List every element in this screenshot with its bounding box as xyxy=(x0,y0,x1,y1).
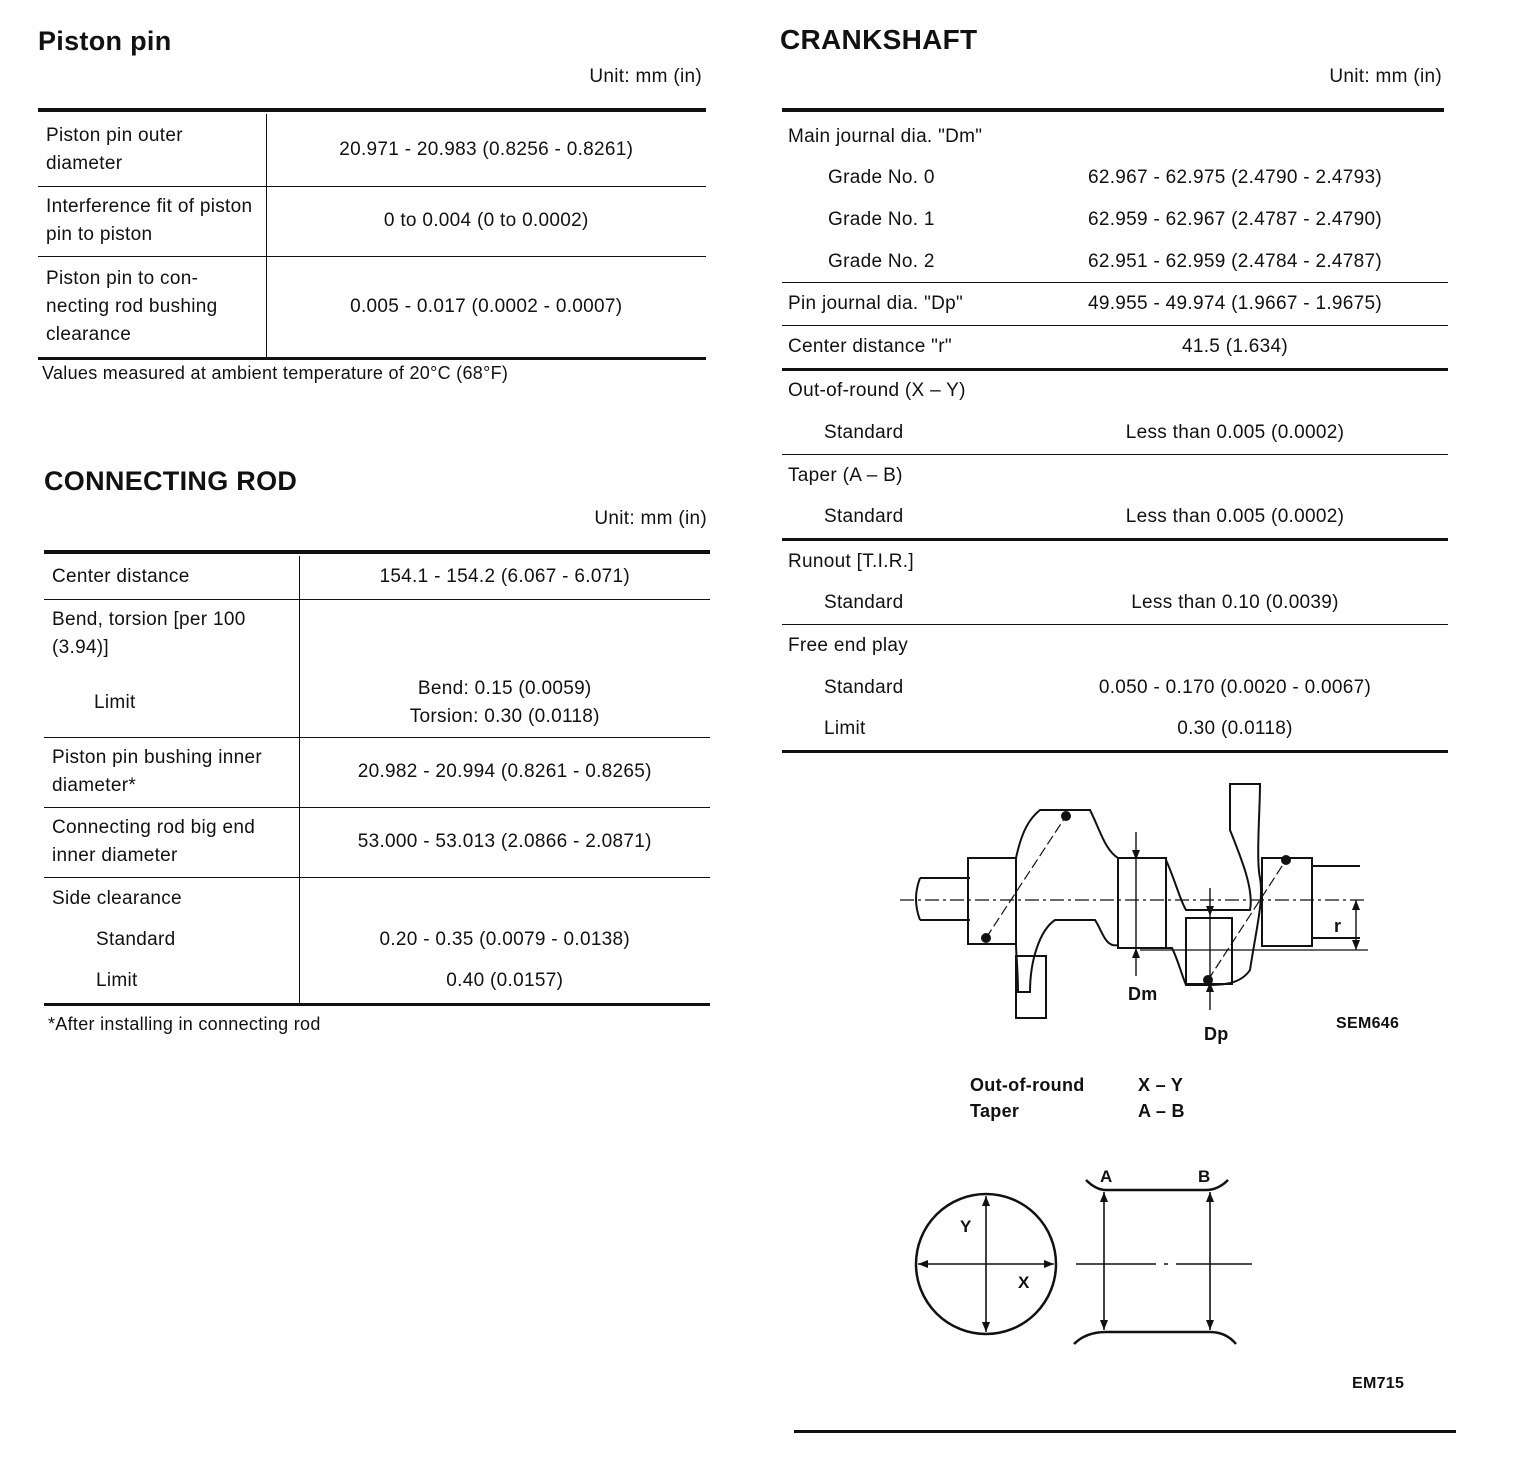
row-sub-label: Grade No. 2 xyxy=(782,241,1022,283)
row-sub-label: Limit xyxy=(782,708,1022,751)
row-label: Side clearance xyxy=(44,877,299,920)
row-value: Less than 0.10 (0.0039) xyxy=(1022,583,1448,625)
crank-web-2 xyxy=(1166,784,1261,985)
connecting-rod-table xyxy=(44,556,710,1006)
row-label: Free end play xyxy=(788,634,909,656)
label-x: X xyxy=(1018,1273,1030,1292)
row-value: 0.050 - 0.170 (0.0020 - 0.0067) xyxy=(1098,676,1372,698)
row-label: Piston pin bushing inner diameter* xyxy=(44,737,299,807)
label-dp: Dp xyxy=(1204,1024,1229,1044)
piston-pin-top-rule xyxy=(38,108,706,112)
table-row xyxy=(44,599,710,669)
row-label: Piston pin outer diameter xyxy=(38,114,266,186)
row-label: Piston pin to con-necting rod bushing clearance xyxy=(38,256,266,358)
table-row xyxy=(44,920,710,960)
row-sub-label: Standard xyxy=(782,583,1022,625)
row-value: 154.1 - 154.2 (6.067 - 6.071) xyxy=(299,556,710,599)
row-value: 49.955 - 49.974 (1.9667 - 1.9675) xyxy=(1022,283,1448,326)
main-journal-left xyxy=(968,858,1016,944)
legend-taper: Taper xyxy=(970,1101,1020,1121)
table-row xyxy=(44,960,710,1004)
row-sub-label: Limit xyxy=(44,960,299,1004)
row-value xyxy=(1022,454,1448,496)
connecting-rod-title: CONNECTING ROD xyxy=(44,466,298,496)
row-label: Center distance "r" xyxy=(782,325,1022,369)
row-value: 20.971 - 20.983 (0.8256 - 0.8261) xyxy=(266,114,706,186)
diagram-code-bottom: EM715 xyxy=(1352,1375,1405,1392)
row-value: 53.000 - 53.013 (2.0866 - 2.0871) xyxy=(299,807,710,877)
row-value xyxy=(299,599,710,669)
connecting-rod-unit: Unit: mm (in) xyxy=(594,508,707,529)
row-sub-label: Standard xyxy=(824,676,904,698)
row-value: 0.20 - 0.35 (0.0079 - 0.0138) xyxy=(379,929,631,950)
row-sub-label: Limit xyxy=(44,669,299,737)
piston-pin-unit: Unit: mm (in) xyxy=(589,66,702,87)
table-row xyxy=(782,325,1448,369)
row-value xyxy=(1022,539,1448,582)
measure-point-3 xyxy=(1281,855,1291,865)
label-a: A xyxy=(1100,1167,1113,1186)
connecting-rod-top-rule xyxy=(44,550,710,554)
table-row xyxy=(782,283,1448,326)
crankshaft-title: CRANKSHAFT xyxy=(780,24,978,55)
row-value xyxy=(1022,116,1448,158)
row-sub-label: Standard xyxy=(782,412,1022,454)
x-arrow-left xyxy=(918,1260,928,1268)
crankshaft-unit: Unit: mm (in) xyxy=(1329,66,1442,87)
crankshaft-top-rule xyxy=(782,108,1444,112)
table-row xyxy=(782,667,1448,709)
row-value: 20.982 - 20.994 (0.8261 - 0.8265) xyxy=(299,737,710,807)
table-row xyxy=(38,186,706,256)
row-value: 0.40 (0.0157) xyxy=(299,960,710,1004)
label-r: r xyxy=(1334,916,1342,936)
table-row xyxy=(44,877,710,920)
x-arrow-right xyxy=(1044,1260,1054,1268)
row-sub-label: Grade No. 0 xyxy=(828,167,935,189)
measure-point-1 xyxy=(1061,811,1071,821)
table-row xyxy=(44,807,710,877)
row-value: Less than 0.005 (0.0002) xyxy=(1022,496,1448,539)
a-arrow-bottom xyxy=(1100,1320,1108,1330)
table-row xyxy=(782,496,1448,539)
table-row xyxy=(38,256,706,358)
row-value: 0 to 0.004 (0 to 0.0002) xyxy=(266,186,706,256)
piston-pin-table xyxy=(38,114,706,360)
dm-arrow-bottom xyxy=(1132,948,1140,958)
row-value: 0.30 (0.0118) xyxy=(1022,708,1448,751)
table-row xyxy=(782,241,1448,283)
r-arrow-top xyxy=(1352,900,1360,910)
row-label: Connecting rod big end inner diameter xyxy=(44,807,299,877)
table-row xyxy=(782,583,1448,625)
row-value xyxy=(1022,369,1448,412)
row-value xyxy=(1022,625,1448,667)
row-value xyxy=(299,877,710,920)
table-row xyxy=(44,737,710,807)
torsion-value: Torsion: 0.30 (0.0118) xyxy=(409,705,600,727)
crankshaft-table xyxy=(782,116,1448,753)
row-label: Center distance xyxy=(44,556,299,599)
row-label: Main journal dia. "Dm" xyxy=(788,125,983,147)
r-arrow-bottom xyxy=(1352,940,1360,950)
row-value xyxy=(299,669,710,737)
bend-value: Bend: 0.15 (0.0059) xyxy=(417,677,592,699)
table-row xyxy=(38,114,706,186)
label-dm: Dm xyxy=(1128,984,1158,1004)
piston-pin-note: Values measured at ambient temperature of 20°C (68°F) xyxy=(42,363,509,383)
main-journal-center xyxy=(1118,858,1166,948)
row-label: Pin journal dia. "Dp" xyxy=(782,283,1022,326)
crank-web-1 xyxy=(1016,810,1118,992)
b-arrow-bottom xyxy=(1206,1320,1214,1330)
row-value: 62.951 - 62.959 (2.4784 - 2.4787) xyxy=(1022,241,1448,283)
table-row xyxy=(44,669,710,737)
row-value: 62.959 - 62.967 (2.4787 - 2.4790) xyxy=(1087,208,1383,230)
row-value: 62.967 - 62.975 (2.4790 - 2.4793) xyxy=(1087,167,1383,189)
journal-measurement-diagram xyxy=(900,1160,1440,1400)
table-row xyxy=(782,369,1448,412)
crankshaft-bottom-rule xyxy=(794,1430,1456,1433)
y-arrow-top xyxy=(982,1196,990,1206)
legend-taper-value: A – B xyxy=(1138,1101,1185,1121)
table-row xyxy=(782,539,1448,582)
row-sub-label: Grade No. 1 xyxy=(828,208,935,230)
table-row xyxy=(782,158,1448,200)
pin-journal xyxy=(1186,918,1232,984)
diagram-legend xyxy=(970,1072,1185,1124)
row-label: Taper (A – B) xyxy=(788,464,903,486)
legend-out-of-round-value: X – Y xyxy=(1138,1075,1184,1095)
row-label: Out-of-round (X – Y) xyxy=(788,380,966,402)
row-value: Less than 0.005 (0.0002) xyxy=(1022,412,1448,454)
taper-bottom-edge xyxy=(1074,1332,1236,1344)
measure-point-4 xyxy=(1203,975,1213,985)
row-value: 0.005 - 0.017 (0.0002 - 0.0007) xyxy=(266,256,706,358)
table-row xyxy=(782,625,1448,667)
crankshaft-diagram xyxy=(890,770,1450,1060)
row-sub-label: Standard xyxy=(782,496,1022,539)
table-row xyxy=(782,708,1448,751)
row-label: Interference fit of piston pin to piston xyxy=(38,186,266,256)
table-row xyxy=(782,116,1448,158)
row-sub-label: Standard xyxy=(44,920,299,960)
table-row xyxy=(782,412,1448,454)
main-journal-right xyxy=(1262,858,1312,946)
a-arrow-top xyxy=(1100,1192,1108,1202)
piston-pin-title: Piston pin xyxy=(38,26,172,56)
b-arrow-top xyxy=(1206,1192,1214,1202)
row-label: Bend, torsion [per 100 (3.94)] xyxy=(44,599,299,669)
shaft-end-left xyxy=(916,878,970,920)
label-y: Y xyxy=(960,1217,972,1236)
row-label: Runout [T.I.R.] xyxy=(788,550,914,572)
table-row xyxy=(782,454,1448,496)
table-row xyxy=(782,199,1448,241)
y-arrow-bottom xyxy=(982,1322,990,1332)
table-row xyxy=(44,556,710,599)
label-b: B xyxy=(1198,1167,1211,1186)
row-value: 41.5 (1.634) xyxy=(1022,325,1448,369)
legend-out-of-round: Out-of-round xyxy=(970,1075,1085,1095)
connecting-rod-note: *After installing in connecting rod xyxy=(48,1014,321,1034)
diagram-code-top: SEM646 xyxy=(1336,1015,1400,1032)
measure-point-2 xyxy=(981,933,991,943)
